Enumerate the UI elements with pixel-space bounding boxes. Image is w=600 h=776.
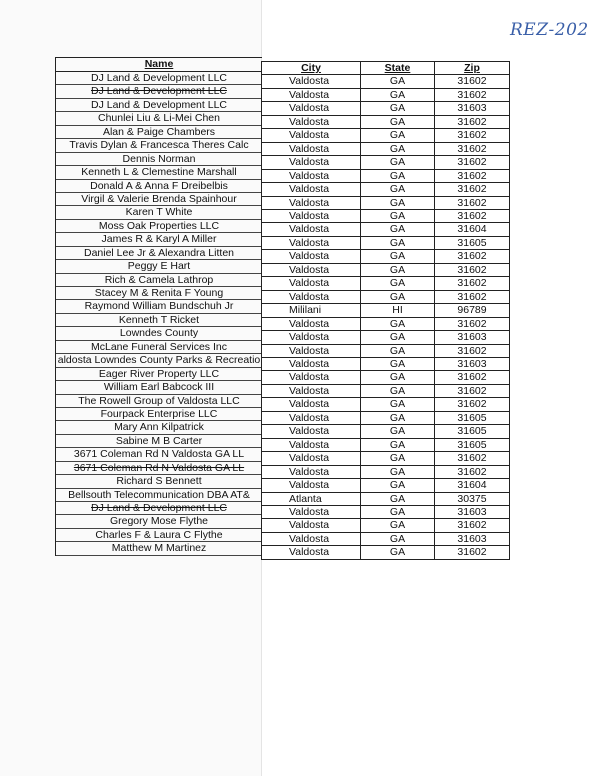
state-cell: GA — [361, 411, 435, 424]
name-text: Gregory Mose Flythe — [109, 515, 209, 528]
state-cell: GA — [361, 479, 435, 492]
state-column-header: State — [361, 62, 435, 75]
table-row — [262, 169, 510, 182]
city-cell: Valdosta — [262, 115, 361, 128]
table-row — [262, 344, 510, 357]
name-cell — [56, 462, 262, 475]
state-cell: GA — [361, 115, 435, 128]
city-cell: Valdosta — [262, 263, 361, 276]
zip-cell: 96789 — [435, 304, 510, 317]
name-cell — [56, 153, 262, 166]
city-cell: Valdosta — [262, 88, 361, 101]
zip-column-header: Zip — [435, 62, 510, 75]
name-cell — [56, 368, 262, 381]
state-cell: GA — [361, 425, 435, 438]
name-text: The Rowell Group of Valdosta LLC — [78, 394, 240, 407]
zip-cell: 31602 — [435, 183, 510, 196]
name-cell — [56, 85, 262, 98]
state-cell: GA — [361, 102, 435, 115]
zip-cell: 31604 — [435, 223, 510, 236]
name-cell — [56, 126, 262, 139]
city-cell: Valdosta — [262, 384, 361, 397]
name-cell — [56, 381, 262, 394]
name-cell — [56, 260, 262, 273]
zip-cell: 31602 — [435, 290, 510, 303]
state-cell: GA — [361, 331, 435, 344]
zip-cell: 31602 — [435, 196, 510, 209]
zip-cell: 31602 — [435, 169, 510, 182]
table-row — [262, 88, 510, 101]
state-cell: GA — [361, 209, 435, 222]
state-cell: GA — [361, 357, 435, 370]
zip-cell: 31602 — [435, 209, 510, 222]
city-cell: Valdosta — [262, 183, 361, 196]
name-text: DJ Land & Development LLC — [91, 85, 227, 98]
name-text: William Earl Babcock III — [103, 381, 215, 394]
name-cell — [56, 489, 262, 502]
name-cell — [56, 314, 262, 327]
table-row — [262, 250, 510, 263]
zip-cell: 31605 — [435, 411, 510, 424]
city-cell: Valdosta — [262, 169, 361, 182]
name-text: Raymond William Bundschuh Jr — [84, 300, 234, 313]
name-cell — [56, 72, 262, 85]
zip-cell: 31603 — [435, 357, 510, 370]
zip-cell: 31603 — [435, 331, 510, 344]
name-text: McLane Funeral Services Inc — [91, 340, 227, 353]
name-text: Chunlei Liu & Li-Mei Chen — [98, 112, 220, 125]
table-row — [262, 532, 510, 545]
name-text: Donald A & Anna F Dreibelbis — [90, 179, 228, 192]
state-cell: GA — [361, 371, 435, 384]
address-header-row — [262, 62, 510, 75]
name-text: Bellsouth Telecommunication DBA AT& — [68, 488, 250, 501]
zip-cell: 31602 — [435, 263, 510, 276]
table-row — [262, 425, 510, 438]
city-cell: Valdosta — [262, 452, 361, 465]
name-text: Alan & Paige Chambers — [102, 125, 216, 138]
name-text: Dennis Norman — [122, 152, 196, 165]
table-row — [262, 142, 510, 155]
table-row — [262, 156, 510, 169]
city-cell: Valdosta — [262, 250, 361, 263]
city-cell: Valdosta — [262, 344, 361, 357]
city-cell: Valdosta — [262, 505, 361, 518]
city-cell: Valdosta — [262, 209, 361, 222]
city-cell: Valdosta — [262, 546, 361, 559]
zip-cell: 31605 — [435, 236, 510, 249]
name-text: Richard S Bennett — [116, 475, 202, 488]
name-text: DJ Land & Development LLC — [91, 502, 227, 514]
state-cell: GA — [361, 250, 435, 263]
table-row — [262, 492, 510, 505]
zip-cell: 31603 — [435, 532, 510, 545]
city-cell: Mililani — [262, 304, 361, 317]
city-cell: Valdosta — [262, 290, 361, 303]
state-cell: GA — [361, 75, 435, 88]
city-cell: Valdosta — [262, 371, 361, 384]
city-cell: Valdosta — [262, 425, 361, 438]
name-text: Karen T White — [125, 206, 193, 219]
zip-cell: 31602 — [435, 465, 510, 478]
table-row — [262, 183, 510, 196]
name-text: Kenneth T Ricket — [118, 313, 200, 326]
name-text: Peggy E Hart — [127, 260, 191, 273]
table-row — [262, 357, 510, 370]
name-text: Lowndes County — [119, 327, 199, 340]
table-row — [262, 546, 510, 559]
name-cell — [56, 112, 262, 125]
city-cell: Valdosta — [262, 223, 361, 236]
state-cell: GA — [361, 88, 435, 101]
state-cell: GA — [361, 169, 435, 182]
table-row — [262, 438, 510, 451]
name-cell — [56, 448, 262, 461]
state-cell: GA — [361, 532, 435, 545]
zip-cell: 31604 — [435, 479, 510, 492]
name-cell — [56, 529, 262, 542]
table-row — [262, 371, 510, 384]
table-row — [262, 452, 510, 465]
name-text: Matthew M Martinez — [111, 542, 207, 555]
table-row — [262, 411, 510, 424]
state-cell: GA — [361, 317, 435, 330]
table-row — [262, 209, 510, 222]
name-cell — [56, 327, 262, 340]
name-text: Fourpack Enterprise LLC — [100, 407, 218, 420]
state-cell: GA — [361, 196, 435, 209]
table-row — [262, 236, 510, 249]
name-cell — [56, 220, 262, 233]
name-cell — [56, 300, 262, 313]
zip-cell: 31602 — [435, 371, 510, 384]
city-cell: Valdosta — [262, 331, 361, 344]
table-row — [262, 290, 510, 303]
table-row — [262, 465, 510, 478]
name-cell — [56, 139, 262, 152]
name-text: 3671 Coleman Rd N Valdosta GA LL — [73, 461, 245, 474]
state-cell: GA — [361, 290, 435, 303]
address-table — [261, 61, 510, 560]
state-cell: GA — [361, 344, 435, 357]
state-cell: GA — [361, 505, 435, 518]
zip-cell: 31602 — [435, 88, 510, 101]
name-cell — [56, 341, 262, 354]
name-cell — [56, 542, 262, 555]
city-cell: Valdosta — [262, 479, 361, 492]
state-cell: GA — [361, 277, 435, 290]
name-text: Daniel Lee Jr & Alexandra Litten — [83, 246, 234, 259]
zip-cell: 31602 — [435, 344, 510, 357]
zip-cell: 31602 — [435, 250, 510, 263]
name-cell — [56, 515, 262, 528]
table-row — [262, 384, 510, 397]
table-row — [262, 75, 510, 88]
name-cell — [56, 233, 262, 246]
table-row — [262, 102, 510, 115]
city-cell: Valdosta — [262, 102, 361, 115]
state-cell: GA — [361, 438, 435, 451]
zip-cell: 31602 — [435, 115, 510, 128]
name-text: Moss Oak Properties LLC — [98, 219, 220, 232]
city-cell: Valdosta — [262, 142, 361, 155]
table-row — [262, 277, 510, 290]
zip-cell: 31605 — [435, 425, 510, 438]
name-column-header: Name — [56, 58, 262, 72]
state-cell: GA — [361, 236, 435, 249]
state-cell: GA — [361, 142, 435, 155]
name-cell — [56, 502, 262, 515]
city-cell: Valdosta — [262, 519, 361, 532]
table-row — [262, 317, 510, 330]
city-cell: Valdosta — [262, 411, 361, 424]
table-row — [262, 223, 510, 236]
name-text: Stacey M & Renita F Young — [94, 287, 224, 299]
state-cell: GA — [361, 546, 435, 559]
name-cell — [56, 193, 262, 206]
zip-cell: 31602 — [435, 519, 510, 532]
state-cell: HI — [361, 304, 435, 317]
zip-cell: 31602 — [435, 277, 510, 290]
state-cell: GA — [361, 452, 435, 465]
name-text: 3671 Coleman Rd N Valdosta GA LL — [73, 448, 245, 461]
city-cell: Valdosta — [262, 438, 361, 451]
name-text: DJ Land & Development LLC — [91, 98, 227, 111]
state-cell: GA — [361, 129, 435, 142]
name-text: Mary Ann Kilpatrick — [114, 421, 204, 434]
city-cell: Valdosta — [262, 398, 361, 411]
name-cell — [56, 166, 262, 179]
name-cell — [56, 274, 262, 287]
name-cell — [56, 475, 262, 488]
table-row — [262, 505, 510, 518]
name-text: Kenneth L & Clemestine Marshall — [81, 166, 237, 179]
name-text: DJ Land & Development LLC — [91, 72, 227, 84]
state-cell: GA — [361, 183, 435, 196]
table-row — [262, 129, 510, 142]
zip-cell: 31602 — [435, 75, 510, 88]
city-cell: Valdosta — [262, 129, 361, 142]
handwritten-reference-note: REZ-202 — [510, 20, 589, 40]
name-text: Rich & Camela Lathrop — [104, 273, 214, 286]
zip-cell: 31602 — [435, 546, 510, 559]
zip-cell: 31603 — [435, 102, 510, 115]
name-text: Charles F & Laura C Flythe — [95, 528, 223, 541]
table-row — [262, 196, 510, 209]
city-cell: Valdosta — [262, 357, 361, 370]
name-cell — [56, 408, 262, 421]
name-cell — [56, 247, 262, 260]
city-column-header: City — [262, 62, 361, 75]
name-text: Eager River Property LLC — [98, 367, 220, 380]
table-row — [262, 304, 510, 317]
table-row — [262, 398, 510, 411]
zip-cell: 31602 — [435, 156, 510, 169]
table-row — [262, 479, 510, 492]
zip-cell: 31602 — [435, 317, 510, 330]
zip-cell: 31602 — [435, 452, 510, 465]
state-cell: GA — [361, 465, 435, 478]
city-cell: Valdosta — [262, 532, 361, 545]
table-row — [262, 519, 510, 532]
name-cell — [56, 206, 262, 219]
table-row — [262, 115, 510, 128]
city-cell: Valdosta — [262, 317, 361, 330]
zip-cell: 31602 — [435, 129, 510, 142]
state-cell: GA — [361, 519, 435, 532]
zip-cell: 30375 — [435, 492, 510, 505]
city-cell: Atlanta — [262, 492, 361, 505]
state-cell: GA — [361, 223, 435, 236]
name-cell — [56, 395, 262, 408]
table-row — [262, 331, 510, 344]
name-cell — [56, 287, 262, 300]
zip-cell: 31602 — [435, 384, 510, 397]
zip-cell: 31602 — [435, 398, 510, 411]
name-cell — [56, 435, 262, 448]
name-text: aldosta Lowndes County Parks & Recreatio — [57, 354, 261, 367]
zip-cell: 31602 — [435, 142, 510, 155]
city-cell: Valdosta — [262, 465, 361, 478]
name-text: Virgil & Valerie Brenda Spainhour — [81, 192, 237, 205]
city-cell: Valdosta — [262, 277, 361, 290]
name-column-table — [55, 57, 262, 556]
city-cell: Valdosta — [262, 236, 361, 249]
zip-cell: 31603 — [435, 505, 510, 518]
city-cell: Valdosta — [262, 196, 361, 209]
name-cell — [56, 180, 262, 193]
state-cell: GA — [361, 492, 435, 505]
state-cell: GA — [361, 156, 435, 169]
name-text: James R & Karyl A Miller — [101, 233, 217, 246]
table-row — [262, 263, 510, 276]
city-cell: Valdosta — [262, 75, 361, 88]
name-text: Sabine M B Carter — [115, 434, 203, 447]
state-cell: GA — [361, 398, 435, 411]
state-cell: GA — [361, 263, 435, 276]
name-cell — [56, 99, 262, 112]
zip-cell: 31605 — [435, 438, 510, 451]
name-cell — [56, 354, 262, 367]
name-text: Travis Dylan & Francesca Theres Calc — [69, 139, 249, 152]
state-cell: GA — [361, 384, 435, 397]
name-cell — [56, 421, 262, 434]
city-cell: Valdosta — [262, 156, 361, 169]
